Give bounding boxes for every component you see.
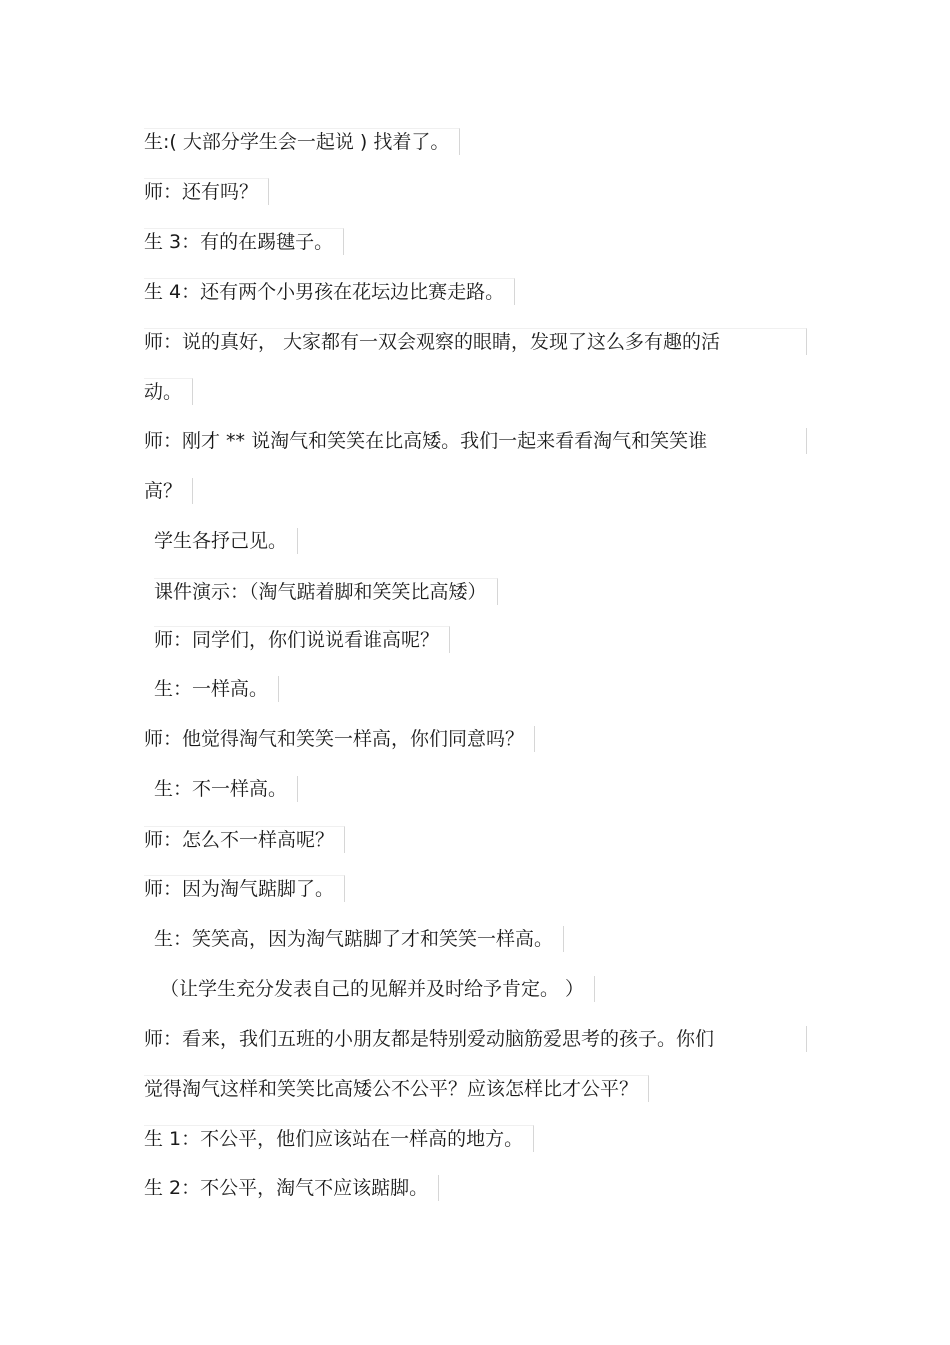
text-line: 生 4：还有两个小男孩在花坛边比赛走路。 bbox=[144, 278, 515, 305]
text-line: 生 2：不公平，淘气不应该踮脚。 bbox=[144, 1175, 439, 1201]
text-line: 师：看来，我们五班的小朋友都是特别爱动脑筋爱思考的孩子。你们 bbox=[144, 1026, 807, 1052]
text-line: 师：说的真好， 大家都有一双会观察的眼睛，发现了这么多有趣的活 bbox=[144, 328, 807, 355]
text-line: （让学生充分发表自己的见解并及时给予肯定。 ） bbox=[160, 976, 595, 1002]
text-line: 生：不一样高。 bbox=[154, 776, 298, 802]
text-line: 生 3：有的在踢毽子。 bbox=[144, 228, 344, 255]
text-line: 师：他觉得淘气和笑笑一样高，你们同意吗？ bbox=[144, 726, 535, 752]
text-line: 动。 bbox=[144, 378, 193, 405]
text-line: 生：笑笑高，因为淘气踮脚了才和笑笑一样高。 bbox=[154, 926, 564, 952]
text-line: 师：怎么不一样高呢？ bbox=[144, 826, 345, 853]
text-line: 觉得淘气这样和笑笑比高矮公不公平？应该怎样比才公平？ bbox=[144, 1075, 649, 1102]
text-line: 学生各抒己见。 bbox=[154, 528, 298, 554]
text-line: 师：刚才 ** 说淘气和笑笑在比高矮。我们一起来看看淘气和笑笑谁 bbox=[144, 428, 807, 454]
text-line: 师：同学们，你们说说看谁高呢？ bbox=[154, 626, 450, 653]
text-line: 师：因为淘气踮脚了。 bbox=[144, 875, 345, 902]
text-line: 生:( 大部分学生会一起说 ) 找着了。 bbox=[144, 128, 460, 155]
text-line: 生：一样高。 bbox=[154, 676, 279, 702]
text-line: 课件演示：（淘气踮着脚和笑笑比高矮） bbox=[154, 578, 498, 605]
text-line: 师：还有吗？ bbox=[144, 178, 269, 205]
text-line: 生 1：不公平，他们应该站在一样高的地方。 bbox=[144, 1125, 534, 1152]
text-line: 高？ bbox=[144, 478, 193, 504]
